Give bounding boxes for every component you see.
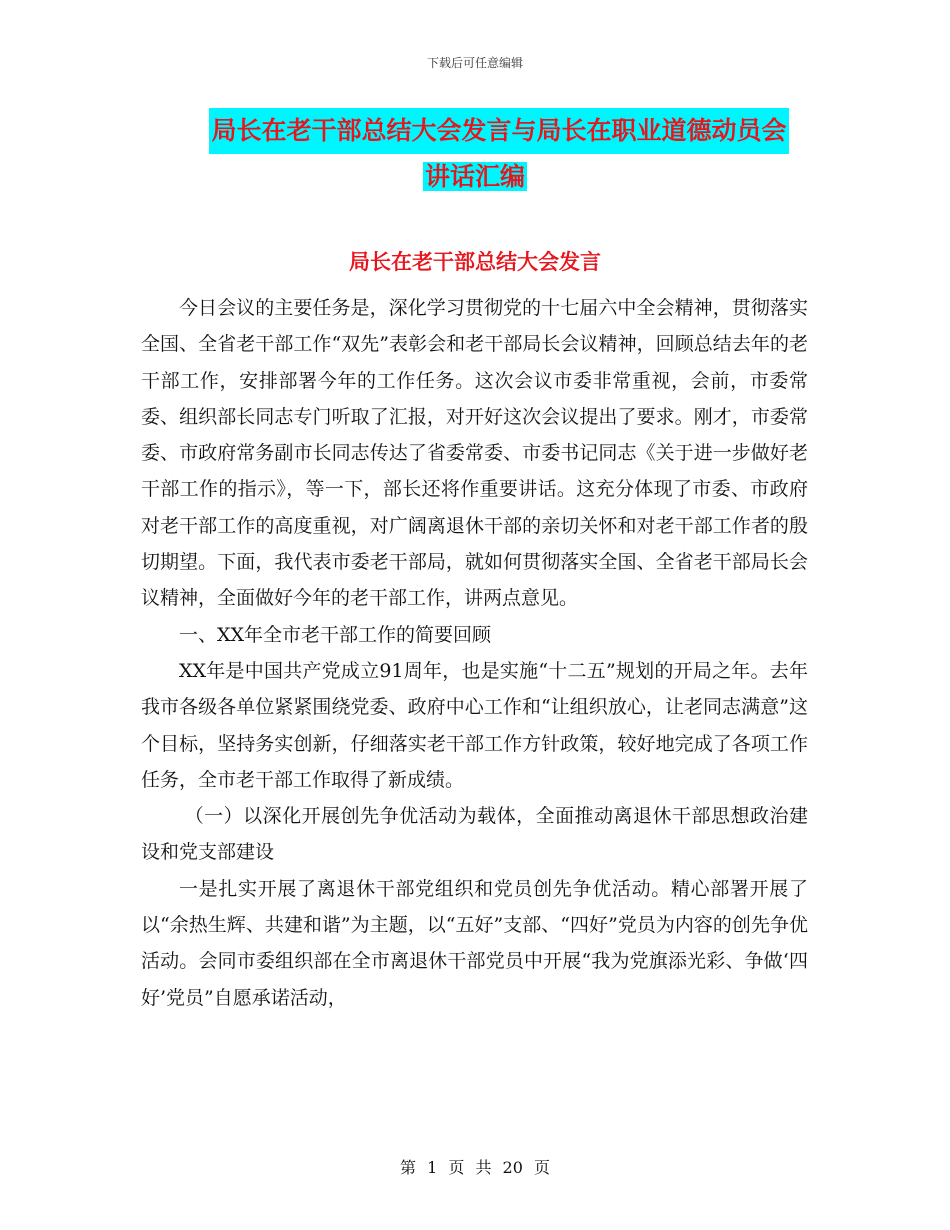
paragraph: （一）以深化开展创先争优活动为载体，全面推动离退休干部思想政治建设和党支部建设 [141,805,808,864]
paragraph: 今日会议的主要任务是，深化学习贯彻党的十七届六中全会精神，贯彻落实全国、全省老干部工作“双先”表彰会和老干部局长会议精神，回顾总结去年的老干部工作，安排部署今年的工作任务。这次会议市委非常重视，会前，市委常委、组织部长同志专门听取了汇报，对开好这次会议提出了要求。刚才，市委常委、市政府常务副市长同志传达了省委常委、市委书记同志《关于进一步做好老干部工作的指示》，等一下，部长还将作重要讲话。这充分体现了市委、市政府对老干部工作的高度重视，对广阔离退休干部的亲切关怀和对老干部工作者的殷切期望。下面，我代表市委老干部局，就如何贯彻落实全国、全省老干部局长会议精神，全面做好今年的老干部工作，讲两点意见。 [141,297,808,610]
paragraph: 一、XX年全市老干部工作的简要回顾 [179,623,492,646]
section-title: 局长在老干部总结大会发言 [349,250,601,274]
document-title [0,108,950,200]
paragraph: XX年是中国共产党成立91周年，也是实施“十二五”规划的开局之年。去年我市各级各单位紧紧围绕党委、政府中心工作和“让组织放心，让老同志满意”这个目标，坚持务实创新，仔细落实老干部工作方针政策，较好地完成了各项工作任务，全市老干部工作取得了新成绩。 [141,659,808,791]
paragraph: 一是扎实开展了离退休干部党组织和党员创先争优活动。精心部署开展了以“余热生辉、共建和谐”为主题，以“五好”支部、“四好”党员为内容的创先争优活动。会同市委组织部在全市离退休干部党员中开展“我为党旗添光彩、争做‘四好’党员”自愿承诺活动， [141,877,808,1009]
body-text [141,290,808,1016]
document-title-line1: 局长在老干部总结大会发言与局长在职业道德动员会 [209,108,788,154]
page-footer: 第 1 页 共 20 页 [400,1158,550,1177]
document-title-line2: 讲话汇编 [424,162,525,191]
header-note: 下载后可任意编辑 [426,56,523,70]
